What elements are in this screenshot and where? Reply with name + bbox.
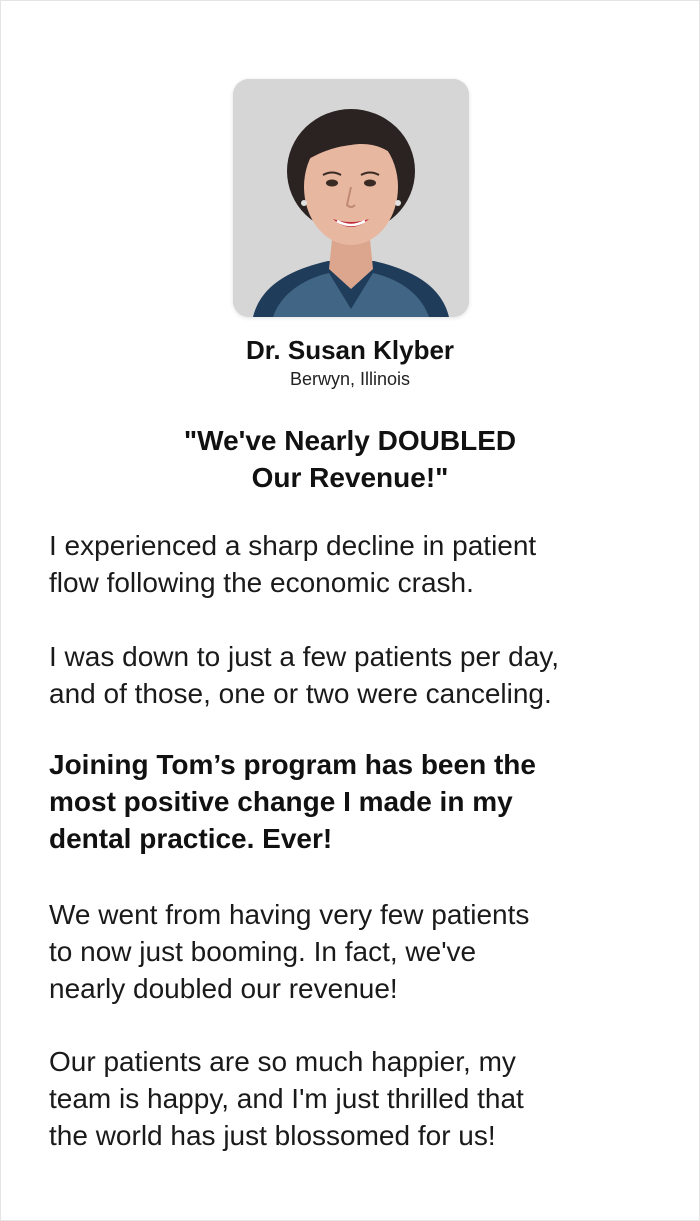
- paragraph-line: Joining Tom’s program has been the: [49, 749, 536, 780]
- testimonial-headline: [1, 422, 699, 496]
- paragraph-line: most positive change I made in my: [49, 786, 513, 817]
- paragraph-line: team is happy, and I'm just thrilled that: [49, 1083, 524, 1114]
- testimonial-highlight-paragraph: [49, 746, 669, 857]
- person-location: Berwyn, Illinois: [289, 369, 411, 389]
- headline-line: "We've Nearly DOUBLED: [183, 425, 517, 456]
- paragraph-line: to now just booming. In fact, we've: [49, 936, 477, 967]
- paragraph-line: and of those, one or two were canceling.: [49, 678, 552, 709]
- testimonial-paragraph: [49, 638, 669, 712]
- person-name: Dr. Susan Klyber: [245, 335, 455, 365]
- paragraph-line: the world has just blossomed for us!: [49, 1120, 496, 1151]
- profile-photo: [233, 79, 469, 317]
- paragraph-line: Our patients are so much happier, my: [49, 1046, 516, 1077]
- paragraph-line: I experienced a sharp decline in patient: [49, 530, 537, 561]
- headline-line: Our Revenue!": [251, 462, 449, 493]
- testimonial-paragraph: [49, 896, 669, 1007]
- testimonial-paragraph: [49, 527, 669, 601]
- paragraph-line: We went from having very few patients: [49, 899, 530, 930]
- paragraph-line: flow following the economic crash.: [49, 567, 474, 598]
- testimonial-paragraph: [49, 1043, 669, 1154]
- paragraph-line: nearly doubled our revenue!: [49, 973, 398, 1004]
- portrait-illustration: [233, 79, 469, 317]
- paragraph-line: dental practice. Ever!: [49, 823, 333, 854]
- paragraph-line: I was down to just a few patients per day,: [49, 641, 559, 672]
